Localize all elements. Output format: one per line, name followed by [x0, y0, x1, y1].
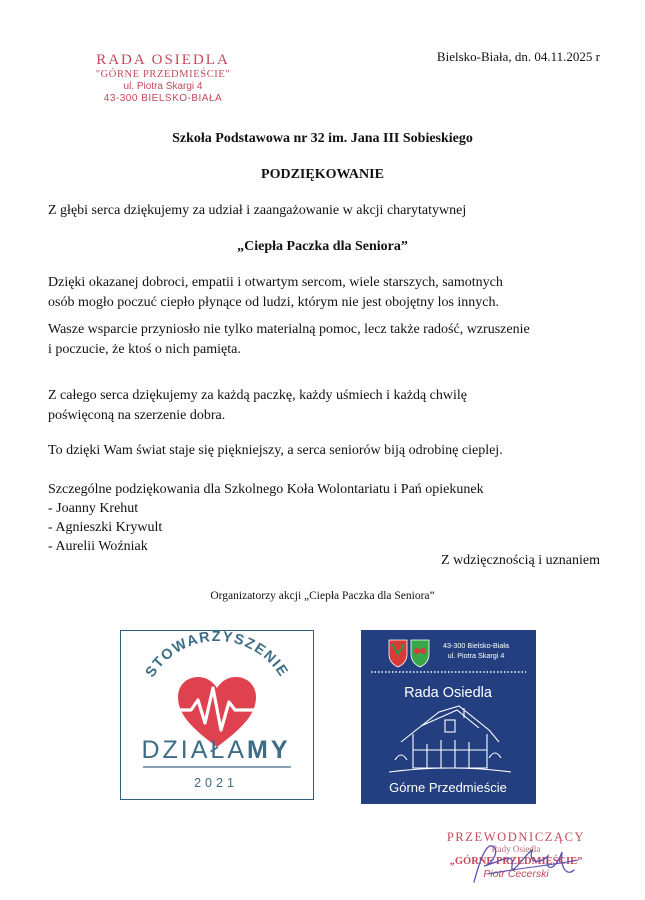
paragraph-2-line-2: i poczucie, że ktoś o nich pamięta.: [48, 342, 241, 357]
logo-arc-text: STOWARZYSZENIE: [142, 631, 292, 681]
intro-text: Z głębi serca dziękujemy za udział i zaangażowanie w akcji charytatywnej: [48, 203, 467, 218]
list-item: - Aurelii Woźniak: [48, 539, 148, 554]
paragraph-2-line-1: Wasze wsparcie przyniosło nie tylko materialną pomoc, lecz także radość, wzruszenie: [48, 322, 530, 337]
logo-subtitle: Górne Przedmieście: [389, 780, 507, 795]
paragraph-5: [48, 480, 608, 556]
stamp-line-1: RADA OSIEDLA: [96, 52, 230, 68]
signature-line-2: Rady Osiedla: [491, 844, 541, 854]
coat-of-arms-icon: [389, 640, 429, 667]
handwritten-signature: [428, 830, 604, 896]
svg-text:STOWARZYSZENIE: [143, 631, 292, 680]
paragraph-3: [48, 386, 608, 426]
paragraph-5-line-1: Szczególne podziękowania dla Szkolnego Koła Wolontariatu i Pań opiekunek: [48, 482, 484, 497]
document-date: Bielsko-Biała, dn. 04.11.2025 r: [436, 49, 600, 64]
signature-line-4: Piotr Cecerski: [483, 868, 549, 880]
paragraph-3-line-1: Z całego serca dziękujemy za każdą paczkę, każdy uśmiech i każdą chwilę: [48, 388, 468, 403]
list-item: - Agnieszki Krywult: [48, 520, 163, 535]
signature-stamp: [428, 830, 604, 881]
rada-osiedla-logo: [361, 630, 536, 804]
paragraph-1-line-1: Dzięki okazanej dobroci, empatii i otwartym sercom, wiele starszych, samotnych: [48, 275, 503, 290]
stamp-line-2: "GÓRNE PRZEDMIEŚCIE": [95, 69, 231, 80]
document-title: PODZIĘKOWANIE: [261, 167, 384, 182]
logo-title: Rada Osiedla: [404, 685, 492, 701]
closing-text: Z wdzięcznością i uznaniem: [441, 553, 600, 568]
logo-address-2: ul. Piotra Skargi 4: [447, 651, 505, 660]
paragraph-1: [48, 273, 608, 313]
logo-name-light: DZIAŁA: [141, 736, 248, 764]
council-stamp: [78, 52, 248, 105]
list-item: - Joanny Krehut: [48, 501, 139, 516]
signature-line-3: „GÓRNE PRZEDMIEŚCIE”: [449, 856, 583, 867]
stamp-line-4: 43-300 BIELSKO-BIAŁA: [103, 93, 223, 104]
paragraph-1-line-2: osób mogło poczuć ciepło płynące od ludzi, którym nie jest obojętny los innych.: [48, 295, 500, 310]
paragraph-3-line-2: poświęconą na szerzenie dobra.: [48, 408, 226, 423]
paragraph-2: [48, 320, 608, 360]
school-name: Szkoła Podstawowa nr 32 im. Jana III Sobieskiego: [172, 131, 473, 146]
signature-line-1: PRZEWODNICZĄCY: [446, 830, 586, 844]
house-icon: [389, 706, 511, 772]
logo-year: 2021: [194, 776, 238, 790]
stamp-line-3: ul. Piotra Skargi 4: [123, 81, 203, 92]
stowarzyszenie-logo: [120, 630, 314, 800]
svg-text:DZIAŁAMY: [141, 736, 290, 764]
logo-address-1: 43-300 Bielsko-Biała: [443, 641, 509, 650]
action-name: „Ciepła Paczka dla Seniora”: [237, 239, 408, 254]
paragraph-4: To dzięki Wam świat staje się piękniejszy, a serca seniorów biją odrobinę cieplej.: [48, 443, 503, 458]
logo-name-bold: MY: [247, 736, 291, 764]
organizers-text: Organizatorzy akcji „Ciepła Paczka dla Seniora”: [210, 590, 435, 602]
